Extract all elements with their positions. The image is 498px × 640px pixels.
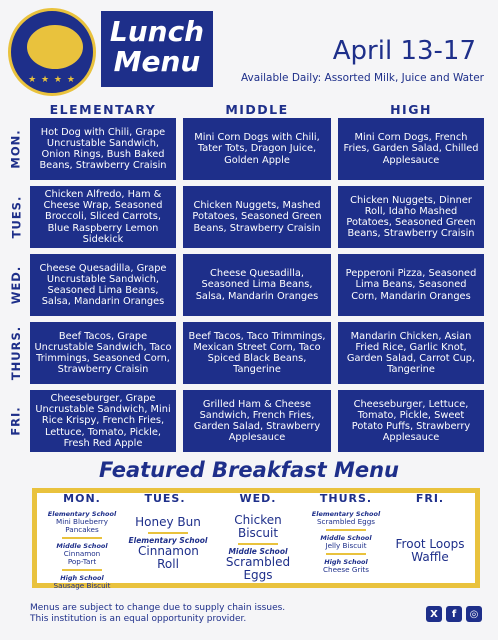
breakfast-item: Jelly Biscuit <box>325 541 367 550</box>
menu-cell-mon-middle: Mini Corn Dogs with Chili, Tater Tots, Dragon Juice, Golden Apple <box>183 118 331 180</box>
school-label: Middle School <box>56 542 108 550</box>
available-daily: Available Daily: Assorted Milk, Juice and Water <box>240 72 484 84</box>
menu-cell-wed-high: Pepperoni Pizza, Seasoned Lima Beans, Seasoned Corn, Mandarin Oranges <box>338 254 484 316</box>
school-label: Middle School <box>228 547 288 556</box>
divider <box>62 537 102 539</box>
menu-cell-fri-middle: Grilled Ham & Cheese Sandwich, French Fries, Garden Salad, Strawberry Applesauce <box>183 390 331 452</box>
menu-cell-fri-high: Cheeseburger, Lettuce, Tomato, Pickle, Sweet Potato Puffs, Strawberry Applesauce <box>338 390 484 452</box>
footer-notice <box>30 603 285 625</box>
school-label: High School <box>324 558 368 566</box>
breakfast-item: Cinnamon Roll <box>138 544 199 571</box>
menu-cell-mon-elementary: Hot Dog with Chili, Grape Uncrustable Sandwich, Onion Rings, Bush Baked Beans, Strawberry Craisin <box>30 118 176 180</box>
breakfast-wed <box>216 514 300 582</box>
divider <box>238 543 278 545</box>
stars-icon: ★ ★ ★ ★ <box>28 75 76 85</box>
school-label: Elementary School <box>128 536 208 545</box>
breakfast-item: Scrambled Eggs <box>316 517 376 526</box>
breakfast-day-fri: FRI. <box>415 492 445 505</box>
breakfast-thurs <box>303 510 389 574</box>
breakfast-item: Honey Bun <box>135 515 201 529</box>
divider <box>62 569 102 571</box>
menu-cell-fri-elementary: Cheeseburger, Grape Uncrustable Sandwich, Mini Rice Krispy, French Fries, Lettuce, Tomato, Pickle, Fresh Red Apple <box>30 390 176 452</box>
day-label-fri: FRI. <box>9 406 24 436</box>
menu-cell-wed-middle: Cheese Quesadilla, Seasoned Lima Beans, Salsa, Mandarin Oranges <box>183 254 331 316</box>
x-icon[interactable]: X <box>426 606 442 622</box>
facebook-icon[interactable]: f <box>446 606 462 622</box>
menu-cell-wed-elementary: Cheese Quesadilla, Grape Uncrustable Sandwich, Seasoned Lima Beans, Salsa, Mandarin Oranges <box>30 254 176 316</box>
school-label: Elementary School <box>47 510 117 518</box>
breakfast-day-tues: TUES. <box>144 492 186 505</box>
breakfast-fri <box>390 538 470 564</box>
footer-line-2: This institution is an equal opportunity provider. <box>30 614 247 624</box>
breakfast-day-mon: MON. <box>63 492 101 505</box>
menu-cell-thurs-high: Mandarin Chicken, Asian Fried Rice, Garlic Knot, Garden Salad, Carrot Cup, Tangerine <box>338 322 484 384</box>
breakfast-item: Scrambled Eggs <box>225 555 291 582</box>
menu-cell-thurs-elementary: Beef Tacos, Grape Uncrustable Sandwich, Taco Trimmings, Seasoned Corn, Strawberry Craisin <box>30 322 176 384</box>
school-label: Middle School <box>320 534 372 542</box>
breakfast-day-wed: WED. <box>239 492 277 505</box>
lunch-menu-title <box>101 11 213 87</box>
school-label: High School <box>60 574 104 582</box>
breakfast-title: Featured Breakfast Menu <box>99 458 399 482</box>
breakfast-item: Sausage Biscuit <box>53 581 111 590</box>
state-map-icon <box>27 25 83 69</box>
menu-cell-tues-middle: Chicken Nuggets, Mashed Potatoes, Seasoned Green Beans, Strawberry Craisin <box>183 186 331 248</box>
menu-cell-tues-high: Chicken Nuggets, Dinner Roll, Idaho Mashed Potatoes, Seasoned Green Beans, Strawberry Craisin <box>338 186 484 248</box>
title-line-1: Lunch <box>109 15 205 48</box>
column-header-middle: MIDDLE <box>225 102 289 117</box>
day-label-thurs: THURS. <box>9 325 24 381</box>
district-logo <box>8 8 96 96</box>
menu-cell-tues-elementary: Chicken Alfredo, Ham & Cheese Wrap, Seasoned Broccoli, Sliced Carrots, Blue Raspberry Lemon Sidekick <box>30 186 176 248</box>
breakfast-item: Cinnamon Pop-Tart <box>63 549 101 566</box>
breakfast-item: Chicken Biscuit <box>234 513 282 540</box>
column-header-elementary: ELEMENTARY <box>49 102 157 117</box>
breakfast-mon <box>40 510 124 590</box>
divider <box>148 532 188 534</box>
school-label: Elementary School <box>311 510 381 518</box>
day-label-tues: TUES. <box>9 195 24 239</box>
menu-cell-thurs-middle: Beef Tacos, Taco Trimmings, Mexican Street Corn, Taco Spiced Black Beans, Tangerine <box>183 322 331 384</box>
column-header-high: HIGH <box>390 102 432 117</box>
menu-cell-mon-high: Mini Corn Dogs, French Fries, Garden Salad, Chilled Applesauce <box>338 118 484 180</box>
breakfast-item: Froot Loops Waffle <box>395 537 465 564</box>
divider <box>326 553 366 555</box>
instagram-icon[interactable]: ◎ <box>466 606 482 622</box>
breakfast-tues <box>126 516 210 571</box>
date-range: April 13-17 <box>332 36 476 66</box>
title-line-2: Menu <box>113 45 201 78</box>
day-label-mon: MON. <box>9 129 23 169</box>
breakfast-item: Cheese Grits <box>323 565 369 574</box>
footer-line-1: Menus are subject to change due to supply chain issues. <box>30 603 286 613</box>
breakfast-item: Mini Blueberry Pancakes <box>56 517 108 534</box>
divider <box>326 529 366 531</box>
day-label-wed: WED. <box>9 265 23 305</box>
breakfast-day-thurs: THURS. <box>319 492 373 505</box>
